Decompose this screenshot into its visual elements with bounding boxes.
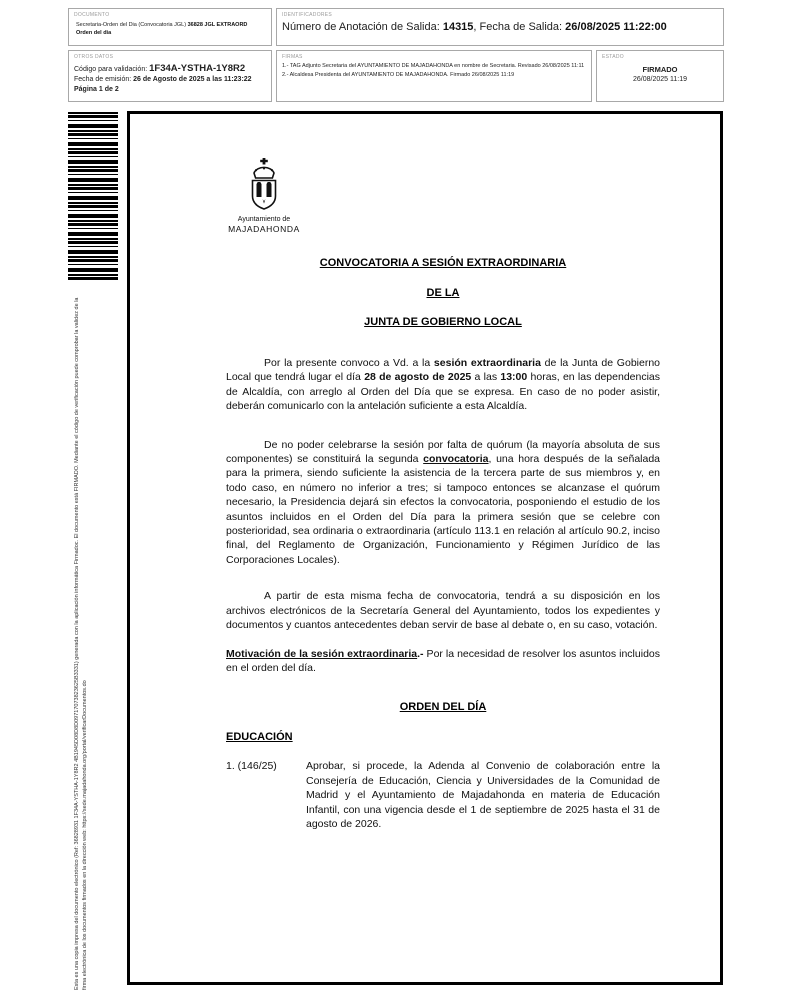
documento-label: DOCUMENTO — [74, 12, 110, 18]
firmas-box — [276, 50, 592, 102]
firmas-body — [282, 61, 586, 79]
main-title-line3: JUNTA DE GOBIERNO LOCAL — [364, 316, 522, 328]
firma-entry: 1.- TAG Adjunto Secretaria del AYUNTAMIENTO DE MAJADAHONDA en nombre de Secretaria. Revisado 26/08/2025 11:11 — [282, 63, 585, 69]
status-datetime: 26/08/2025 11:19 — [633, 76, 687, 83]
logo-text-line1: Ayuntamiento de — [237, 216, 291, 223]
fecha-salida-value: 26/08/2025 11:22:00 — [565, 21, 667, 33]
anotacion-salida-value: 14315 — [442, 21, 474, 33]
otros-datos-body — [74, 61, 266, 95]
pagina-indicator: Página 1 de 2 — [74, 86, 119, 93]
codigo-validacion-label: Código para validación: — [74, 66, 150, 73]
estado-box — [596, 50, 724, 102]
agenda-item-text: Aprobar, si procede, la Adenda al Convenio de colaboración entre la Consejería de Educación, Ciencia y Universidades de la Comunidad de Madrid y el Ayuntamiento de Majadahonda en materia de Educación Infantil, con una vigencia desde el 1 de septiembre de 2025 hasta el 31 de agosto de 2026. — [306, 760, 660, 830]
anotacion-salida-label: Número de Anotación de Salida: — [282, 21, 443, 33]
agenda-item-1 — [226, 759, 660, 831]
fecha-emision-label: Fecha de emisión: — [74, 76, 134, 83]
main-title-line2: DE LA — [426, 287, 460, 299]
orden-del-dia-title: ORDEN DEL DÍA — [399, 701, 487, 714]
paragraph-quorum: De no poder celebrarse la sesión por falta de quórum (la mayoría absoluta de sus componentes) se constituirá la segunda convocatoria, una hora después de la señalada para la primera, siendo suficiente la asistencia de la tercera parte de sus miembros y, en todo caso, en número no inferior a tres; si tampoco entonces se alcanzase el quórum necesario, la Presidencia dejará sin efectos la convocatoria, posponiendo el estudio de los asuntos incluidos en el Orden del Día para la primera sesión que se celebre con posterioridad, sea ordinaria o extraordinaria (artículo 113.1 en relación al artículo 90.2, inciso final, del Reglamento de Organización, Funcionamiento y Régimen Jurídico de las Corporaciones Locales). — [226, 438, 661, 566]
documento-body — [74, 19, 266, 37]
coat-of-arms-icon — [244, 158, 284, 210]
section-educacion: EDUCACIÓN — [226, 731, 293, 744]
estado-label: ESTADO — [602, 54, 624, 60]
identificadores-box — [276, 8, 724, 46]
paragraph-expedientes: A partir de esta misma fecha de convocatoria, tendrá a su disposición en los archivos electrónicos de la Secretaría General del Ayuntamiento, todos los expedientes y documentos y cuantos antecedentes deban servir de base al debate o, en su caso, votación. — [226, 590, 660, 632]
firma-entry: 2.- Alcaldesa Presidenta del AYUNTAMIENTO DE MAJADAHONDA. Firmado 26/08/2025 11:19 — [282, 71, 515, 78]
paragraph-motivacion: Motivación de la sesión extraordinaria.- Por la necesidad de resolver los asuntos incluidos en el orden del día. — [226, 647, 660, 674]
documento-box — [68, 8, 272, 46]
identificadores-label: IDENTIFICADORES — [282, 12, 333, 18]
main-title-line1: CONVOCATORIA A SESIÓN EXTRAORDINARIA — [319, 257, 567, 269]
codigo-validacion-value: 1F34A-YSTHA-1Y8R2 — [149, 63, 246, 74]
documento-line1: Secretaria-Orden del Dia (Convocatoria JGL) — [76, 22, 188, 28]
barcode — [68, 112, 118, 280]
municipality-logo — [226, 158, 302, 235]
document-page — [127, 111, 723, 985]
verification-sidebar-text: Esta es una copia impresa del documento electrónico (Ref: 36828931 1F34A-YSTHA-1Y8R2 4B1945D08D8D09717073823625B3331) generada con la aplicación informática Firmadoc. El documento está FIRMADO. Mediante el código de verificación puede comprobar la validez de la firma electrónica de los documentos firmados en la dirección web: https://sede.majadahonda.org/portal/verificarDocumentos.do — [74, 297, 88, 990]
fecha-emision-value: 26 de Agosto de 2025 a las 11:23:22 — [133, 76, 252, 83]
paragraph-convocatoria: Por la presente convoco a Vd. a la sesión extraordinaria de la Junta de Gobierno Local que tendrá lugar el día 28 de agosto de 2025 a las 13:00 horas, en las dependencias de Alcaldía, con arreglo al Orden del Día que se expresa. En caso de no poder asistir, deberán comunicarlo con la antelación suficiente a esta Alcaldía. — [226, 357, 661, 413]
estado-body — [602, 61, 718, 84]
otros-datos-label: OTROS DATOS — [74, 54, 114, 60]
status-badge: FIRMADO — [642, 65, 678, 74]
identificadores-body — [282, 19, 718, 34]
fecha-salida-label: , Fecha de Salida: — [473, 21, 566, 33]
agenda-item-number: 1. (146/25) — [226, 760, 277, 773]
logo-text-line2: MAJADAHONDA — [228, 224, 300, 234]
documento-line2: Orden del dia — [76, 30, 112, 36]
documento-line1-bold: 36828 JGL EXTRAORD — [187, 22, 248, 28]
firmas-label: FIRMAS — [282, 54, 303, 60]
otros-datos-box — [68, 50, 272, 102]
